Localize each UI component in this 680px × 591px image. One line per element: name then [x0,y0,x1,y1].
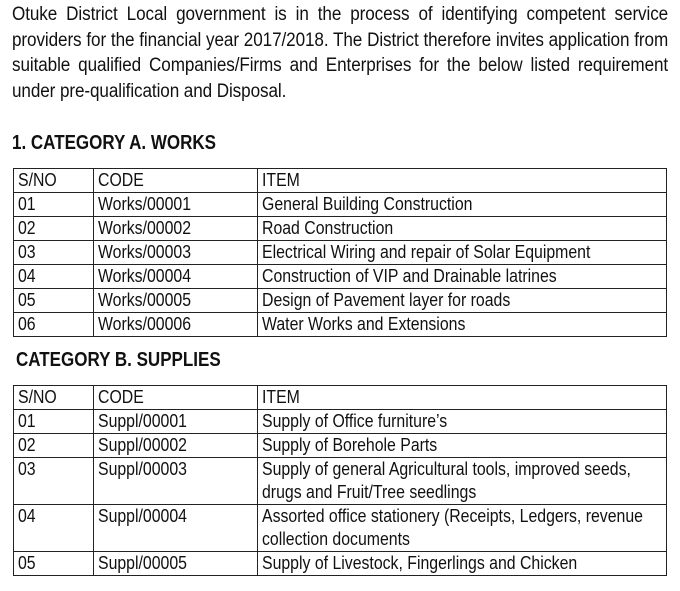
header-sno: S/NO [18,170,57,190]
table-cell [14,552,94,576]
table-cell [258,505,667,552]
header-item: ITEM [262,387,300,407]
table-row [14,552,667,576]
supplies-table [13,385,667,576]
header-cell [258,386,667,410]
notice-page [12,0,669,573]
row-sno: 06 [18,314,36,334]
table-cell [258,434,667,458]
table-cell [14,241,94,265]
table-row [14,289,667,313]
table-row [14,458,667,505]
table-cell [258,313,667,337]
row-code: Works/00003 [98,242,192,262]
table-cell [14,434,94,458]
row-item: Electrical Wiring and repair of Solar Equipment [262,242,591,262]
row-item: Water Works and Extensions [262,314,466,334]
header-sno: S/NO [18,387,57,407]
table-row [14,241,667,265]
table-row [14,313,667,337]
table-row [14,265,667,289]
table-header-row [14,386,667,410]
table-row [14,193,667,217]
table-cell [14,410,94,434]
row-item: Road Construction [262,218,394,238]
row-sno: 05 [18,290,36,310]
table-header-row [14,169,667,193]
table-cell [94,217,258,241]
row-sno: 01 [18,194,36,214]
table-cell [94,313,258,337]
row-item: Design of Pavement layer for roads [262,290,511,310]
row-code: Suppl/00005 [98,553,187,573]
header-cell [94,169,258,193]
header-cell [94,386,258,410]
table-cell [14,265,94,289]
table-cell [14,289,94,313]
table-cell [14,193,94,217]
row-code: Works/00006 [98,314,192,334]
table-cell [258,410,667,434]
header-code: CODE [98,387,144,407]
table-cell [14,313,94,337]
intro-paragraph: Otuke District Local government is in the process of identifying competent service providers for the financial year 2017/2018. The District therefore invites application from suitable qualified Companies/Firms and Enterprises for the below listed requirement under pre-qualification and Disposal. [12,4,669,102]
table-cell [14,505,94,552]
table-cell [94,434,258,458]
table-row [14,410,667,434]
table-row [14,505,667,552]
row-sno: 04 [18,506,36,526]
table-row [14,217,667,241]
header-item: ITEM [262,170,300,190]
row-sno: 03 [18,242,36,262]
row-code: Suppl/00001 [98,411,187,431]
header-cell [258,169,667,193]
row-code: Works/00005 [98,290,192,310]
row-sno: 01 [18,411,36,431]
row-code: Works/00004 [98,266,192,286]
supplies-heading: CATEGORY B. SUPPLIES [16,349,221,371]
row-item: Assorted office stationery (Receipts, Ledgers, revenue collection documents [262,506,643,549]
row-sno: 03 [18,459,36,479]
table-cell [94,265,258,289]
table-cell [94,458,258,505]
row-item: Construction of VIP and Drainable latrines [262,266,557,286]
row-code: Suppl/00004 [98,506,187,526]
works-heading: 1. CATEGORY A. WORKS [12,132,217,154]
row-code: Suppl/00003 [98,459,187,479]
row-item: General Building Construction [262,194,473,214]
table-cell [258,241,667,265]
row-item: Supply of general Agricultural tools, improved seeds, drugs and Fruit/Tree seedlings [262,459,631,502]
table-cell [258,552,667,576]
row-item: Supply of Borehole Parts [262,435,438,455]
table-row [14,434,667,458]
table-cell [258,458,667,505]
row-code: Works/00002 [98,218,192,238]
table-cell [94,505,258,552]
row-sno: 02 [18,218,36,238]
table-cell [94,552,258,576]
row-item: Supply of Livestock, Fingerlings and Chicken [262,553,578,573]
row-item: Supply of Office furniture’s [262,411,448,431]
table-cell [258,289,667,313]
table-cell [14,458,94,505]
table-cell [94,241,258,265]
header-cell [14,386,94,410]
table-cell [258,193,667,217]
header-cell [14,169,94,193]
table-cell [94,289,258,313]
works-table [13,168,667,337]
table-cell [94,410,258,434]
table-cell [14,217,94,241]
table-cell [258,265,667,289]
header-code: CODE [98,170,144,190]
row-sno: 04 [18,266,36,286]
row-code: Suppl/00002 [98,435,187,455]
row-sno: 05 [18,553,36,573]
row-sno: 02 [18,435,36,455]
table-cell [258,217,667,241]
table-cell [94,193,258,217]
row-code: Works/00001 [98,194,192,214]
